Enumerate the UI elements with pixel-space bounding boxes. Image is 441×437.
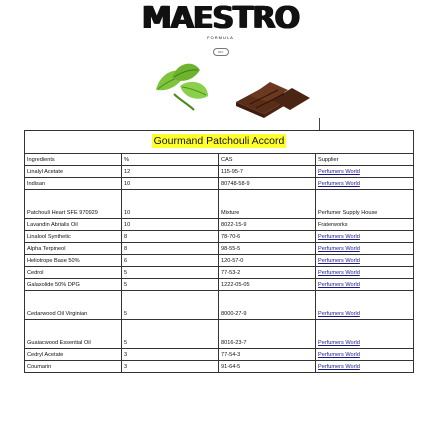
chocolate-pieces-image [230, 78, 312, 118]
supplier-link[interactable]: Perfumers World [318, 246, 360, 252]
percent-cell: 5 [122, 291, 219, 320]
ingredient-cell: Cedarwood Oil Virginian [25, 291, 122, 320]
supplier-link[interactable]: Perfumers World [318, 340, 360, 346]
ingredient-cell: Linalyl Acetate [25, 166, 122, 178]
ingredient-cell: Indisan [25, 178, 122, 190]
table-row [25, 243, 414, 255]
ingredient-cell: Patchouli Heart SFE 970929 [25, 190, 122, 219]
percent-cell: 3 [122, 361, 219, 373]
ingredient-cell: Alpha Terpineol [25, 243, 122, 255]
cas-cell: 8022-15-9 [219, 219, 316, 231]
percent-cell: 10 [122, 190, 219, 219]
table-row [25, 267, 414, 279]
cas-cell: Mixture [219, 190, 316, 219]
cas-cell: 91-64-5 [219, 361, 316, 373]
percent-cell: 5 [122, 267, 219, 279]
supplier-cell: Perfumer Supply House [316, 190, 414, 219]
table-row [25, 231, 414, 243]
table-row [25, 166, 414, 178]
supplier-link[interactable]: Perfumers World [318, 352, 360, 358]
table-title-cell [25, 131, 414, 154]
percent-cell: 5 [122, 320, 219, 349]
header-cas: CAS [219, 154, 316, 166]
table-row [25, 361, 414, 373]
table-row [25, 349, 414, 361]
cas-cell: 115-95-7 [219, 166, 316, 178]
percent-cell: 6 [122, 255, 219, 267]
ingredient-cell: Linalool Synthetic [25, 231, 122, 243]
formula-table [24, 130, 414, 373]
supplier-cell: Fraterworks [316, 219, 414, 231]
cas-cell: 77-54-3 [219, 349, 316, 361]
ingredient-images [0, 60, 441, 122]
ingredient-cell: Cedrol [25, 267, 122, 279]
cas-cell: 78-70-6 [219, 231, 316, 243]
mint-leaf-image [150, 60, 212, 112]
table-row [25, 190, 414, 219]
percent-cell: 8 [122, 231, 219, 243]
cas-cell: 1222-05-05 [219, 279, 316, 291]
supplier-link[interactable]: Perfumers World [318, 311, 360, 317]
supplier-link[interactable]: Perfumers World [318, 364, 360, 370]
table-row [25, 255, 414, 267]
cas-cell: 77-53-2 [219, 267, 316, 279]
ingredient-cell: Cedryl Acetate [25, 349, 122, 361]
table-row [25, 320, 414, 349]
table-row [25, 291, 414, 320]
table-row [25, 219, 414, 231]
brand-logo [0, 1, 441, 58]
brand-name: MAESTRO [141, 1, 300, 36]
percent-cell: 5 [122, 279, 219, 291]
table-header-row [25, 154, 414, 166]
ingredient-cell: Coumarin [25, 361, 122, 373]
table-row [25, 178, 414, 190]
cas-cell: 8016-23-7 [219, 320, 316, 349]
header-percent: % [122, 154, 219, 166]
cas-cell: 120-57-0 [219, 255, 316, 267]
cas-cell: 80748-58-9 [219, 178, 316, 190]
text-cursor [319, 118, 320, 130]
cas-cell: 8000-27-9 [219, 291, 316, 320]
supplier-link[interactable]: Perfumers World [318, 181, 360, 187]
percent-cell: 10 [122, 178, 219, 190]
percent-cell: 10 [122, 219, 219, 231]
supplier-link[interactable]: Perfumers World [318, 234, 360, 240]
table-title: Gourmand Patchouli Accord [153, 134, 285, 147]
percent-cell: 3 [122, 349, 219, 361]
header-ingredients: Ingredients [25, 154, 122, 166]
supplier-link[interactable]: Perfumers World [318, 282, 360, 288]
ingredient-cell: Galaxolide 50% DPG [25, 279, 122, 291]
supplier-link[interactable]: Perfumers World [318, 258, 360, 264]
ingredient-cell: Lavandin Abrialis Oil [25, 219, 122, 231]
brand-badge: 001 [213, 48, 229, 56]
header-supplier: Supplier [316, 154, 414, 166]
table-row [25, 279, 414, 291]
ingredient-cell: Guaiacwood Essential Oil [25, 320, 122, 349]
cas-cell: 98-55-5 [219, 243, 316, 255]
brand-tagline: FORMULA [207, 35, 234, 40]
ingredient-cell: Heliotrope Base 50% [25, 255, 122, 267]
percent-cell: 8 [122, 243, 219, 255]
supplier-link[interactable]: Perfumers World [318, 270, 360, 276]
supplier-link[interactable]: Perfumers World [318, 169, 360, 175]
percent-cell: 12 [122, 166, 219, 178]
